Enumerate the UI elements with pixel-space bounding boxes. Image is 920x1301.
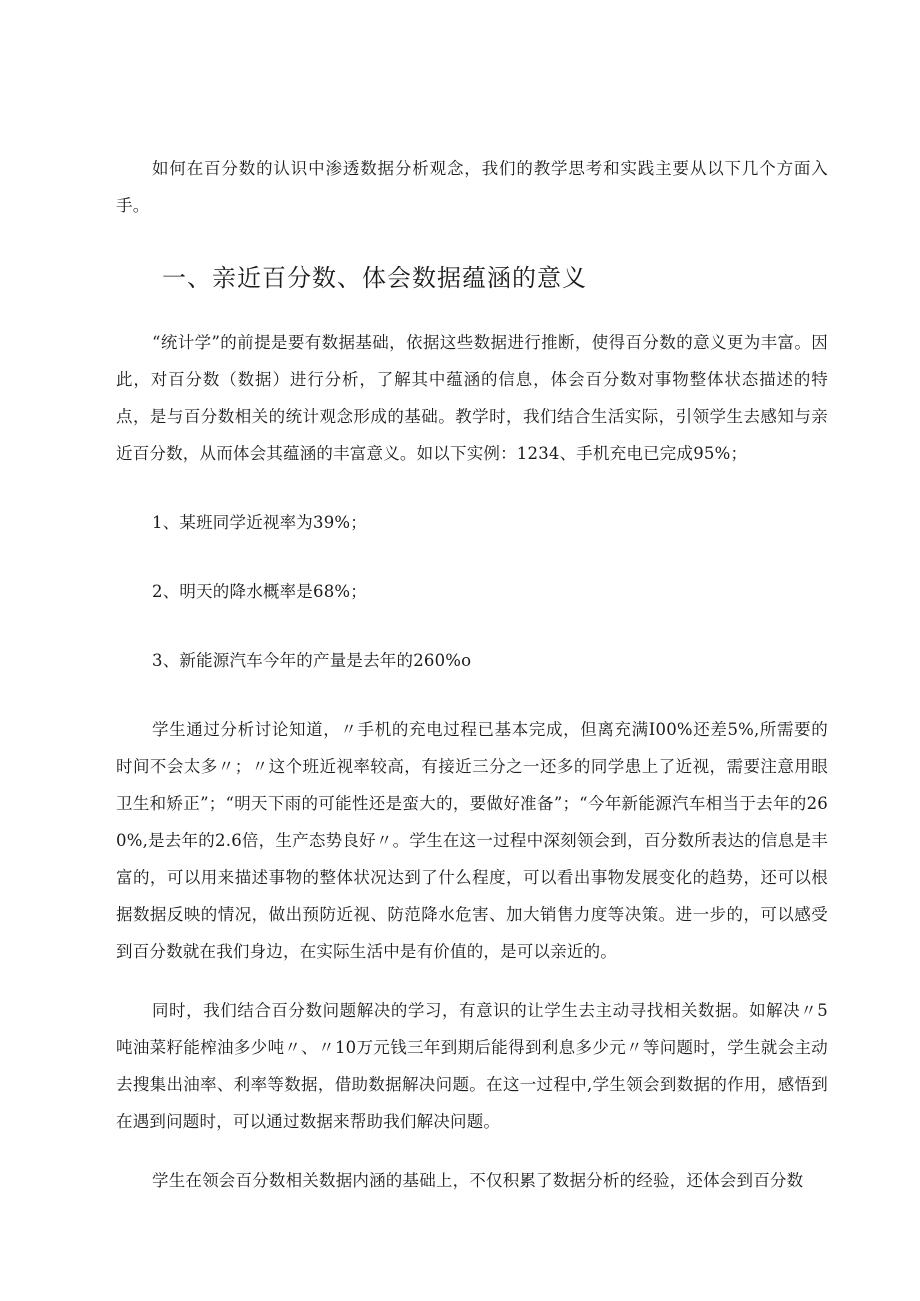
paragraph-4: 学生在领会百分数相关数据内涵的基础上，不仅积累了数据分析的经验，还体会到百分数 bbox=[152, 1171, 804, 1190]
paragraph-2: 学生通过分析讨论知道，〃手机的充电过程已基本完成，但离充满I00%还差5%,所需要的时间不会太多〃；〃这个班近视率较高，有接近三分之一还多的同学患上了近视，需要注意用眼卫生和矫正”；“明天下雨的可能性还是蛮大的，要做好准备”；“今年新能源汽车相当于去年的260%,是去年的2.6倍，生产态势良好〃。学生在这一过程中深刻领会到，百分数所表达的信息是丰富的，可以用来描述事物的整体状况达到了什么程度，可以看出事物发展变化的趋势，还可以根据数据反映的情况，做出预防近视、防范降水危害、加大销售力度等决策。进一步的，可以感受到百分数就在我们身边，在实际生活中是有价值的，是可以亲近的。 bbox=[116, 720, 828, 961]
document-page bbox=[116, 150, 828, 1199]
section-heading: 一、亲近百分数、体会数据蕴涵的意义 bbox=[162, 264, 587, 292]
list-item-2: 2、明天的降水概率是68%； bbox=[152, 582, 367, 601]
paragraph-1: “统计学”的前提是要有数据基础，依据这些数据进行推断，使得百分数的意义更为丰富。因此，对百分数（数据）进行分析，了解其中蕴涵的信息，体会百分数对事物整体状态描述的特点，是与百分数相关的统计观念形成的基础。教学时，我们结合生活实际，引领学生去感知与亲近百分数，从而体会其蕴涵的丰富意义。如以下实例：1234、手机充电已完成95%； bbox=[116, 333, 828, 463]
paragraph-3: 同时，我们结合百分数问题解决的学习，有意识的让学生去主动寻找相关数据。如解决〃5吨油菜籽能榨油多少吨〃、〃10万元钱三年到期后能得到利息多少元〃等问题时，学生就会主动去搜集出油率、利率等数据，借助数据解决问题。在这一过程中,学生领会到数据的作用，感悟到在遇到问题时，可以通过数据来帮助我们解决问题。 bbox=[116, 1001, 828, 1131]
intro-paragraph: 如何在百分数的认识中渗透数据分析观念，我们的教学思考和实践主要从以下几个方面入手。 bbox=[116, 159, 828, 215]
list-item-3: 3、新能源汽车今年的产量是去年的260%o bbox=[152, 651, 472, 670]
list-item-1: 1、某班同学近视率为39%； bbox=[152, 513, 367, 532]
